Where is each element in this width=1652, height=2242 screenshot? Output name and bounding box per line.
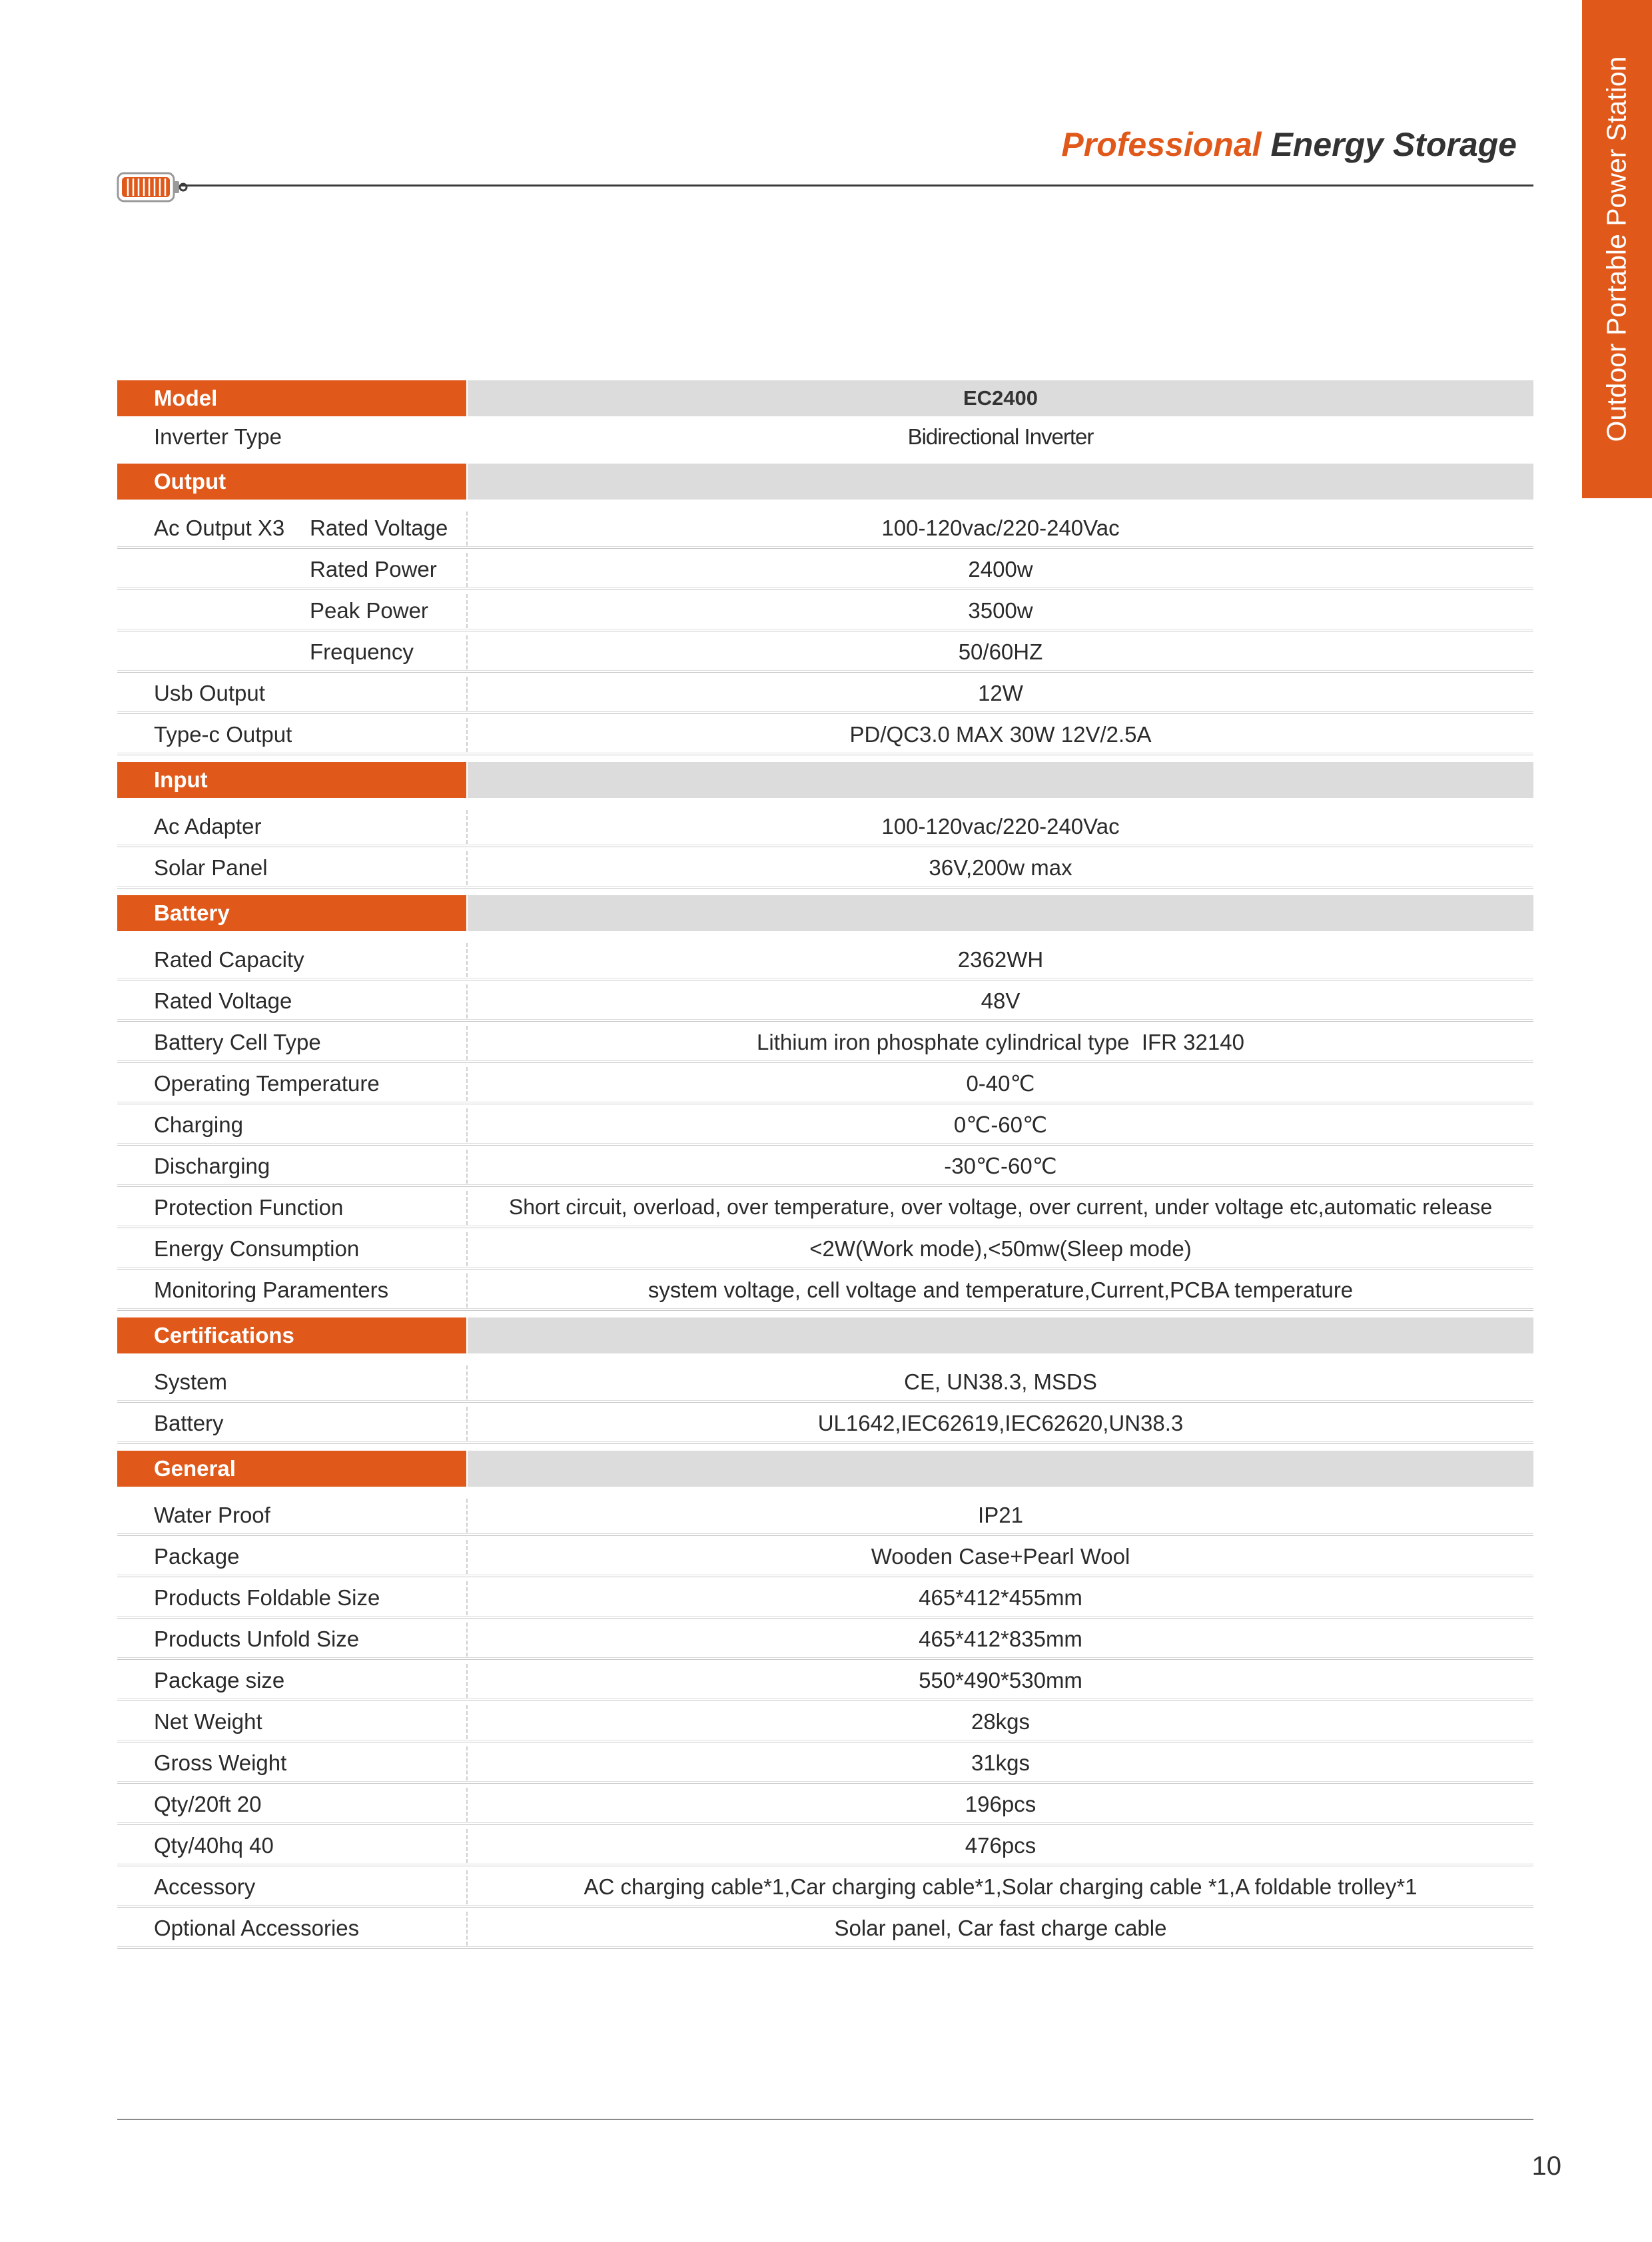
model-value-cell: [468, 380, 1533, 416]
row-label: Type-c Output: [154, 722, 292, 747]
header-rule: [180, 185, 1533, 187]
row-label: Battery: [154, 1411, 224, 1435]
row-value: Short circuit, overload, over temperature, over voltage, over current, under voltage etc,automatic release: [508, 1195, 1493, 1219]
row-label: Charging: [154, 1112, 243, 1137]
row-value: 100-120vac/220-240Vac: [881, 516, 1120, 540]
section-general: [117, 1451, 1533, 1487]
table-row: [117, 1063, 1533, 1104]
row-value: 2400w: [968, 557, 1033, 581]
row-value: 196pcs: [965, 1792, 1036, 1816]
row-value: Wooden Case+Pearl Wool: [871, 1544, 1130, 1569]
row-value: UL1642,IEC62619,IEC62620,UN38.3: [817, 1411, 1184, 1435]
model-row: [117, 380, 1533, 416]
row-label: Optional Accessories: [154, 1916, 360, 1940]
row-value: Lithium iron phosphate cylindrical type IFR 32140: [757, 1030, 1244, 1054]
inverter-value: Bidirectional Inverter: [907, 424, 1094, 449]
model-value: EC2400: [963, 386, 1038, 410]
table-row: [117, 1146, 1533, 1187]
section-output: [117, 464, 1533, 500]
table-row: [117, 1742, 1533, 1784]
table-row: [117, 1361, 1533, 1403]
section-title: Output: [117, 464, 466, 500]
model-label: Model: [117, 380, 466, 416]
section-fill: [468, 1317, 1533, 1353]
table-row: [117, 806, 1533, 847]
row-sub-label: Rated Power: [310, 557, 437, 581]
row-label: Monitoring Paramenters: [154, 1278, 389, 1302]
section-fill: [468, 895, 1533, 931]
table-row: [117, 1104, 1533, 1146]
side-tab-label: Outdoor Portable Power Station: [1601, 56, 1632, 442]
row-label: Ac Adapter: [154, 814, 262, 839]
section-certifications: [117, 1317, 1533, 1353]
row-label: Products Foldable Size: [154, 1585, 380, 1610]
row-value: system voltage, cell voltage and temperature,Current,PCBA temperature: [647, 1278, 1354, 1302]
table-row: [117, 847, 1533, 889]
row-value: 36V,200w max: [929, 855, 1072, 880]
table-row: [117, 508, 1533, 549]
table-row: [117, 1619, 1533, 1660]
section-title: Certifications: [117, 1317, 466, 1353]
section-title: Battery: [117, 895, 466, 931]
row-sub-label: Peak Power: [310, 598, 428, 623]
page-number: 10: [1531, 2151, 1561, 2181]
row-value: 2362WH: [957, 947, 1044, 972]
table-row: [117, 1536, 1533, 1577]
row-value: CE, UN38.3, MSDS: [904, 1369, 1097, 1394]
ac-output-label: Ac Output X3: [154, 516, 285, 540]
section-fill: [468, 1451, 1533, 1487]
table-row: [117, 1908, 1533, 1949]
row-value: 465*412*455mm: [919, 1585, 1082, 1610]
row-label: Battery Cell Type: [154, 1030, 321, 1054]
row-value: 3500w: [968, 598, 1033, 623]
row-value: 0-40℃: [966, 1071, 1035, 1096]
row-value: 48V: [981, 988, 1021, 1013]
row-value: 550*490*530mm: [919, 1668, 1082, 1692]
row-sub-label: Rated Voltage: [310, 516, 448, 540]
row-label: Products Unfold Size: [154, 1627, 360, 1651]
row-label: Solar Panel: [154, 855, 268, 880]
row-label: Rated Capacity: [154, 947, 304, 972]
row-value: PD/QC3.0 MAX 30W 12V/2.5A: [849, 722, 1152, 747]
row-label: Package size: [154, 1668, 285, 1692]
spec-table: [117, 380, 1533, 1949]
section-battery: [117, 895, 1533, 931]
row-label: Discharging: [154, 1154, 270, 1178]
row-label: Water Proof: [154, 1503, 270, 1527]
row-value: -30℃-60℃: [944, 1154, 1057, 1178]
table-row: [117, 980, 1533, 1022]
side-tab: [1582, 0, 1652, 498]
row-value: 465*412*835mm: [919, 1627, 1082, 1651]
title-rest: Energy Storage: [1270, 126, 1517, 163]
table-row: [117, 1577, 1533, 1619]
footer-rule: [117, 2119, 1533, 2120]
section-title: Input: [117, 762, 466, 798]
row-value: 50/60HZ: [958, 639, 1043, 664]
row-label: Package: [154, 1544, 240, 1569]
row-label: Accessory: [154, 1874, 256, 1899]
row-sub-label: Frequency: [310, 639, 414, 664]
row-label: Usb Output: [154, 681, 265, 705]
table-row: [117, 1403, 1533, 1444]
row-value: 0℃-60℃: [953, 1112, 1048, 1137]
row-label: Energy Consumption: [154, 1236, 360, 1261]
battery-icon: [116, 169, 189, 205]
table-row: [117, 1660, 1533, 1701]
table-row: [117, 1270, 1533, 1311]
row-label: Qty/40hq 40: [154, 1833, 274, 1858]
row-label: Protection Function: [154, 1195, 344, 1220]
row-value: 100-120vac/220-240Vac: [881, 814, 1120, 839]
row-value: <2W(Work mode),<50mw(Sleep mode): [809, 1236, 1192, 1261]
section-fill: [468, 464, 1533, 500]
section-fill: [468, 762, 1533, 798]
table-row: [117, 1228, 1533, 1270]
table-row: [117, 673, 1533, 714]
table-row: [117, 1866, 1533, 1908]
row-label: Qty/20ft 20: [154, 1792, 262, 1816]
row-value: 12W: [978, 681, 1023, 705]
table-row: [117, 590, 1533, 631]
row-label: System: [154, 1369, 228, 1394]
row-value: AC charging cable*1,Car charging cable*1,Solar charging cable *1,A foldable trolley*1: [584, 1874, 1418, 1899]
row-label: Rated Voltage: [154, 988, 292, 1013]
inverter-label: Inverter Type: [154, 424, 282, 449]
table-row: [117, 1825, 1533, 1866]
table-row: [117, 1701, 1533, 1742]
section-input: [117, 762, 1533, 798]
inverter-row: [117, 416, 1533, 457]
row-label: Net Weight: [154, 1709, 262, 1734]
page-title: [1061, 125, 1517, 164]
table-row: [117, 549, 1533, 590]
table-row: [117, 1495, 1533, 1536]
row-value: 28kgs: [971, 1709, 1031, 1734]
table-row: [117, 1022, 1533, 1063]
section-title: General: [117, 1451, 466, 1487]
row-label: Gross Weight: [154, 1750, 287, 1775]
table-row: [117, 1784, 1533, 1825]
row-value: IP21: [978, 1503, 1023, 1527]
row-value: 476pcs: [965, 1833, 1036, 1858]
title-accent: Professional: [1061, 126, 1262, 163]
table-row: [117, 939, 1533, 980]
table-row: [117, 1187, 1533, 1228]
row-value: 31kgs: [971, 1750, 1031, 1775]
table-row: [117, 714, 1533, 755]
table-row: [117, 631, 1533, 673]
row-value: Solar panel, Car fast charge cable: [834, 1916, 1167, 1940]
row-label: Operating Temperature: [154, 1071, 380, 1096]
